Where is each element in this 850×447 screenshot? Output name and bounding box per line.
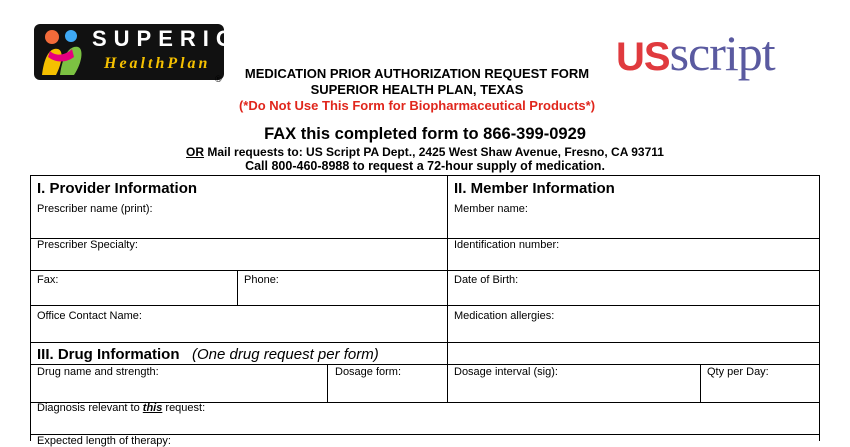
logo-healthplan-word: HealthPlan <box>104 55 211 72</box>
grid-line <box>30 342 820 343</box>
diagnosis-field[interactable] <box>37 402 205 414</box>
mail-address: Mail requests to: US Script PA Dept., 2425 West Shaw Avenue, Fresno, CA 93711 <box>204 145 664 159</box>
grid-line <box>819 175 820 441</box>
usscript-logo <box>616 24 816 84</box>
grid-line <box>447 175 448 364</box>
date-of-birth-field[interactable]: Date of Birth: <box>454 274 519 286</box>
dosage-form-field[interactable]: Dosage form: <box>335 366 402 378</box>
prescriber-specialty-field[interactable]: Prescriber Specialty: <box>37 239 138 251</box>
grid-line <box>30 364 820 365</box>
mail-or-prefix: OR <box>186 145 205 159</box>
logo-superior-word: SUPERIOR <box>92 26 263 51</box>
section-provider-heading: I. Provider Information <box>37 180 198 197</box>
grid-line <box>30 305 820 306</box>
office-contact-field[interactable]: Office Contact Name: <box>37 310 142 322</box>
identification-number-field[interactable]: Identification number: <box>454 239 560 251</box>
drug-heading-text: III. Drug Information <box>37 346 180 363</box>
form-warning: (*Do Not Use This Form for Biopharmaceutical Products*) <box>238 98 596 113</box>
grid-line <box>700 364 701 402</box>
form-title: MEDICATION PRIOR AUTHORIZATION REQUEST FORM <box>244 66 590 81</box>
grid-line <box>30 238 820 239</box>
dosage-interval-field[interactable]: Dosage interval (sig): <box>454 366 558 378</box>
fax-instruction: FAX this completed form to 866-399-0929 <box>264 125 586 143</box>
logo-us-word: US <box>616 35 670 79</box>
grid-line <box>30 175 820 176</box>
prescriber-name-field[interactable]: Prescriber name (print): <box>37 203 153 215</box>
phone-field[interactable]: Phone: <box>244 274 279 286</box>
grid-line <box>447 364 448 402</box>
registered-mark: ® <box>215 74 222 84</box>
form-subtitle: SUPERIOR HEALTH PLAN, TEXAS <box>310 82 524 97</box>
diagnosis-label-end: request: <box>162 402 206 414</box>
fax-field[interactable]: Fax: <box>37 274 59 286</box>
people-figure-icon <box>38 27 86 77</box>
grid-line <box>30 175 31 441</box>
section-member-heading: II. Member Information <box>454 180 615 197</box>
section-drug-heading <box>37 346 379 363</box>
member-name-field[interactable]: Member name: <box>454 203 528 215</box>
diagnosis-label-start: Diagnosis relevant to <box>37 402 143 414</box>
expected-length-field[interactable]: Expected length of therapy: <box>37 435 171 447</box>
drug-name-strength-field[interactable]: Drug name and strength: <box>37 366 159 378</box>
grid-line <box>237 270 238 305</box>
diagnosis-label-emphasis: this <box>142 402 163 414</box>
grid-line <box>30 270 820 271</box>
qty-per-day-field[interactable]: Qty per Day: <box>707 366 769 378</box>
medication-allergies-field[interactable]: Medication allergies: <box>454 310 555 322</box>
mail-instruction <box>150 145 700 159</box>
drug-heading-note: (One drug request per form) <box>192 346 379 363</box>
superior-healthplan-logo <box>34 24 263 84</box>
grid-line <box>327 364 328 402</box>
logo-script-word: script <box>669 25 775 81</box>
call-instruction: Call 800-460-8988 to request a 72-hour supply of medication. <box>245 159 605 173</box>
